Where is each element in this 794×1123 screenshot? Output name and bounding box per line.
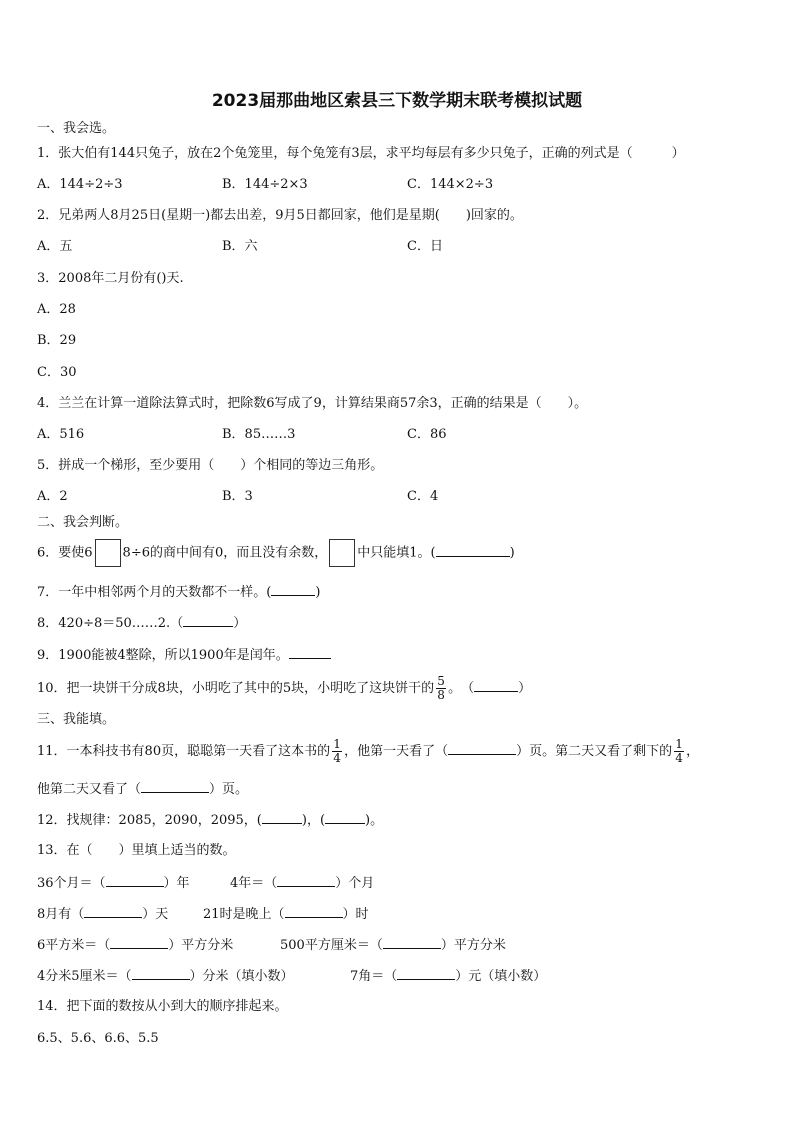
fraction (332, 738, 342, 765)
answer-box[interactable] (329, 539, 355, 567)
q13-row (230, 873, 374, 893)
answer-blank[interactable] (289, 645, 331, 659)
q13-text: ）年 (163, 876, 190, 891)
q4-option-a: A．516 (37, 427, 85, 442)
q13-text: 21时是晚上（ (203, 907, 285, 922)
q9-text: 9．1900能被4整除，所以1900年是闰年。 (37, 648, 289, 663)
question-4: 4．兰兰在计算一道除法算式时，把除数6写成了9，计算结果商57余3，正确的结果是（ ）。 (37, 396, 588, 411)
q1-option-a: A．144÷2÷3 (37, 177, 123, 192)
q13-text: 4分米5厘米＝（ (37, 969, 132, 984)
q6-text: 中只能填1。( (357, 545, 436, 561)
q2-option-a: A．五 (37, 239, 73, 254)
answer-box[interactable] (95, 539, 121, 567)
q13-text: 36个月＝（ (37, 876, 106, 891)
q4-option-b: B．85……3 (222, 427, 296, 442)
q13-text: ）元（填小数） (455, 969, 547, 984)
question-14: 14．把下面的数按从小到大的顺序排起来。 (37, 999, 288, 1014)
question-2: 2．兄弟两人8月25日(星期一)都去出差，9月5日都回家，他们是星期( )回家的。 (37, 208, 523, 223)
q2-option-b: B．六 (222, 239, 258, 254)
answer-blank[interactable] (285, 904, 343, 918)
q13-text: ）平方分米 (440, 938, 506, 953)
denominator: 8 (437, 688, 445, 702)
answer-blank[interactable] (474, 678, 518, 692)
question-11-cont (37, 779, 248, 799)
denominator: 4 (675, 751, 683, 765)
q13-row (203, 904, 369, 924)
numerator: 1 (675, 737, 683, 751)
q7-text: ) (315, 585, 321, 600)
answer-blank[interactable] (383, 935, 441, 949)
q13-text: 6平方米＝（ (37, 938, 111, 953)
q13-text: 4年＝（ (230, 876, 278, 891)
q13-text: ）时 (342, 907, 369, 922)
q11-text: 11．一本科技书有80页，聪聪第一天看了这本书的 (37, 744, 331, 759)
q13-row (37, 904, 168, 924)
numerator: 1 (333, 737, 341, 751)
answer-blank[interactable] (84, 904, 142, 918)
question-8 (37, 613, 246, 633)
answer-blank[interactable] (106, 873, 164, 887)
q13-text: ）平方分米 (168, 938, 234, 953)
answer-blank[interactable] (448, 741, 516, 755)
q11-text: ， (686, 744, 700, 759)
q7-text: 7．一年中相邻两个月的天数都不一样。( (37, 585, 272, 600)
answer-blank[interactable] (132, 966, 190, 980)
q3-option-b: B．29 (37, 333, 77, 348)
section-heading: 二、我会判断。 (37, 515, 129, 530)
q8-text: 8．420÷8＝50……2.（ (37, 616, 184, 631)
q13-row (37, 935, 233, 955)
q12-text: )，( (301, 813, 326, 828)
q13-text: ）天 (142, 907, 169, 922)
answer-blank[interactable] (141, 779, 209, 793)
q6-text: 6．要使6 (37, 545, 93, 561)
question-13: 13．在（ ）里填上适当的数。 (37, 843, 236, 858)
answer-blank[interactable] (277, 873, 335, 887)
fraction (674, 738, 684, 765)
q13-text: 7角＝（ (350, 969, 398, 984)
q5-option-c: C．4 (407, 489, 439, 504)
answer-blank[interactable] (325, 810, 365, 824)
q8-text: ） (233, 616, 247, 631)
answer-blank[interactable] (110, 935, 168, 949)
q13-text: ）个月 (335, 876, 375, 891)
question-10 (37, 674, 531, 704)
page-title: 2023届那曲地区索县三下数学期末联考模拟试题 (211, 91, 583, 111)
q12-text: )。 (365, 813, 384, 828)
q13-text: 8月有（ (37, 907, 85, 922)
q13-text: ）分米（填小数） (189, 969, 294, 984)
question-12 (37, 810, 383, 830)
q14-numbers: 6.5、5.6、6.6、5.5 (37, 1031, 159, 1046)
q5-option-b: B．3 (222, 489, 253, 504)
q4-option-c: C．86 (407, 427, 447, 442)
q1-option-b: B．144÷2×3 (222, 177, 308, 192)
answer-blank[interactable] (436, 543, 510, 557)
question-9 (37, 645, 331, 665)
q2-option-c: C．日 (407, 239, 443, 254)
q6-text: 8÷6的商中间有0，而且没有余数， (122, 545, 328, 561)
q13-row (350, 966, 546, 986)
q13-row (37, 873, 190, 893)
q11-text: ，他第一天看了（ (344, 744, 449, 759)
fraction (436, 675, 446, 702)
question-3: 3．2008年二月份有()天. (37, 271, 184, 286)
question-11 (37, 737, 699, 767)
q1-option-c: C．144×2÷3 (407, 177, 494, 192)
q11-text: 他第二天又看了（ (37, 782, 142, 797)
q12-text: 12．找规律：2085，2090，2095，( (37, 813, 262, 828)
q11-text: ）页。 (209, 782, 249, 797)
q3-option-c: C．30 (37, 365, 77, 380)
answer-blank[interactable] (271, 582, 315, 596)
section-heading: 三、我能填。 (37, 712, 116, 727)
q3-option-a: A．28 (37, 302, 76, 317)
answer-blank[interactable] (262, 810, 302, 824)
answer-blank[interactable] (183, 613, 233, 627)
q13-text: 500平方厘米＝（ (280, 938, 383, 953)
numerator: 5 (437, 674, 445, 688)
question-7 (37, 582, 320, 602)
section-heading: 一、我会选。 (37, 121, 116, 136)
denominator: 4 (333, 751, 341, 765)
q10-text: ） (518, 681, 532, 696)
q10-text: 10．把一块饼干分成8块，小明吃了其中的5块，小明吃了这块饼干的 (37, 681, 435, 696)
q5-option-a: A．2 (37, 489, 68, 504)
answer-blank[interactable] (397, 966, 455, 980)
question-6 (37, 539, 515, 568)
question-1: 1．张大伯有144只兔子，放在2个兔笼里，每个兔笼有3层，求平均每层有多少只兔子，正确的列式是（ ） (37, 146, 685, 161)
q6-text: ) (509, 545, 515, 561)
q13-row (280, 935, 506, 955)
q11-text: ）页。第二天又看了剩下的 (516, 744, 673, 759)
question-5: 5．拼成一个梯形，至少要用（ ）个相同的等边三角形。 (37, 458, 384, 473)
q13-row (37, 966, 294, 986)
q10-text: 。 （ (448, 681, 475, 696)
